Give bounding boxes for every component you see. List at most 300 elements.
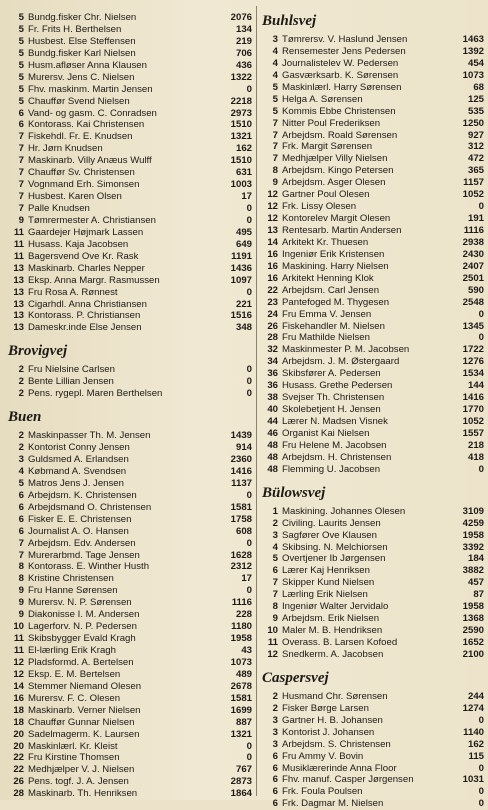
- resident-row: [262, 739, 484, 751]
- tax-amount: 3882: [462, 565, 484, 577]
- house-number: 13: [13, 286, 24, 298]
- resident-row: [8, 776, 252, 788]
- house-number: 6: [272, 774, 278, 786]
- tax-amount: 1274: [462, 702, 484, 714]
- resident-name: Stemmer Niemand Olesen: [28, 680, 142, 692]
- house-number: 7: [18, 549, 24, 561]
- street-section-caspersvej: [262, 669, 484, 810]
- resident-name: Vand- og gasm. C. Conradsen: [28, 107, 157, 119]
- resident-name: Arbejdsm. K. Christensen: [28, 489, 137, 501]
- resident-name: Tømrersv. V. Haslund Jensen: [282, 34, 408, 45]
- house-number: 4: [272, 57, 278, 69]
- resident-name: Sadelmagerm. K. Laursen: [28, 728, 140, 740]
- resident-name: Frk. Foula Poulsen: [282, 786, 363, 798]
- resident-name: Fhv. manuf. Casper Jørgensen: [282, 774, 414, 786]
- tax-amount: 1321: [230, 131, 252, 143]
- resident-name: Arbejdsm. Carl Jensen: [282, 284, 380, 296]
- tax-amount: 1276: [462, 356, 484, 368]
- resident-name: Fru Hanne Sørensen: [28, 585, 118, 597]
- house-number: 5: [18, 83, 24, 95]
- resident-row: [262, 356, 484, 368]
- house-number: 11: [267, 637, 278, 648]
- resident-name: Guldsmed A. Erlandsen: [28, 454, 129, 465]
- house-number: 5: [18, 477, 24, 489]
- tax-amount: 0: [478, 201, 484, 213]
- resident-name: Chauffør Gunnar Nielsen: [28, 716, 135, 728]
- resident-row: [8, 376, 252, 388]
- resident-name: Fisker Børge Larsen: [282, 702, 369, 714]
- resident-name: Lærer Kaj Henriksen: [282, 565, 370, 577]
- tax-amount: 418: [467, 451, 484, 463]
- house-number: 13: [13, 274, 24, 286]
- tax-amount: 1722: [462, 344, 484, 356]
- resident-row: [262, 332, 484, 344]
- resident-row: [8, 299, 252, 311]
- resident-name: Husmand Chr. Sørensen: [282, 690, 388, 702]
- tax-amount: 0: [478, 463, 484, 475]
- house-number: 2: [272, 702, 278, 714]
- resident-row: [8, 60, 252, 72]
- resident-row: [8, 466, 252, 478]
- house-number: 36: [267, 368, 278, 380]
- resident-name: Lærling Erik Nielsen: [282, 589, 368, 601]
- resident-row: [8, 155, 252, 167]
- house-number: 7: [272, 141, 278, 153]
- resident-name: Maskinlærl. Harry Sørensen: [282, 81, 402, 93]
- resident-row: [262, 165, 484, 177]
- resident-row: [262, 715, 484, 727]
- house-number: 13: [267, 225, 278, 236]
- resident-name: Skolebetjent H. Jensen: [282, 404, 381, 416]
- tax-amount: 1322: [230, 71, 252, 83]
- resident-name: Fru Emma V. Jensen: [282, 308, 372, 320]
- resident-row: [262, 798, 484, 810]
- tax-amount: 115: [468, 750, 484, 762]
- tax-amount: 1392: [462, 45, 484, 57]
- tax-amount: 1416: [230, 465, 252, 477]
- resident-row: [262, 189, 484, 201]
- tax-amount: 1052: [462, 189, 484, 201]
- resident-name: Arbejdsm. Erik Nielsen: [282, 613, 380, 625]
- house-number: 7: [18, 143, 24, 155]
- house-number: 18: [13, 704, 24, 716]
- tax-amount: 1463: [462, 34, 484, 45]
- street-section-buhlsvej: [262, 12, 484, 476]
- resident-row: [262, 309, 484, 321]
- resident-row: [262, 177, 484, 189]
- resident-row: [262, 141, 484, 153]
- resident-row: [262, 577, 484, 589]
- resident-row: [262, 94, 484, 106]
- house-number: 12: [267, 201, 278, 213]
- house-number: 6: [18, 501, 24, 513]
- resident-row: [262, 273, 484, 285]
- tax-amount: 1510: [230, 155, 252, 167]
- house-number: 46: [267, 427, 278, 439]
- resident-name: Helga A. Sørensen: [282, 93, 363, 105]
- house-number: 14: [267, 236, 278, 248]
- house-number: 2: [272, 517, 278, 529]
- tax-amount: 0: [246, 388, 252, 400]
- resident-row: [8, 478, 252, 490]
- resident-name: Lærer N. Madsen Visnek: [282, 416, 388, 427]
- resident-name: Fru Rosa A. Rønnest: [28, 286, 118, 298]
- resident-name: Rentesarb. Martin Andersen: [282, 225, 402, 236]
- house-number: 12: [13, 668, 24, 680]
- resident-row: [262, 786, 484, 798]
- tax-amount: 0: [246, 364, 252, 376]
- house-number: 13: [13, 298, 24, 310]
- tax-amount: 3109: [462, 505, 484, 517]
- resident-row: [262, 82, 484, 94]
- resident-name: Bundg.fisker Karl Nielsen: [28, 47, 136, 59]
- resident-name: Bagersvend Ove Kr. Rask: [28, 250, 139, 262]
- tax-amount: 162: [467, 738, 484, 750]
- resident-row: [8, 430, 252, 442]
- house-number: 5: [18, 12, 24, 23]
- resident-row: [8, 609, 252, 621]
- tax-amount: 1510: [230, 119, 252, 131]
- resident-name: Fhv. maskinm. Martin Jensen: [28, 83, 153, 95]
- resident-name: Maskinmester P. M. Jacobsen: [282, 344, 410, 356]
- tax-amount: 162: [235, 143, 252, 155]
- house-number: 32: [267, 344, 278, 356]
- tax-amount: 2218: [230, 95, 252, 107]
- resident-row: [262, 297, 484, 309]
- resident-name: Maskining. Johannes Olesen: [282, 505, 406, 517]
- tax-amount: 495: [235, 226, 252, 238]
- house-number: 7: [272, 577, 278, 589]
- house-number: 2: [18, 388, 24, 400]
- resident-row: [8, 322, 252, 334]
- tax-amount: 1052: [462, 416, 484, 427]
- tax-amount: 1699: [230, 704, 252, 716]
- house-number: 36: [267, 380, 278, 392]
- resident-name: Eksp. E. M. Bertelsen: [28, 668, 121, 680]
- resident-name: Bente Lillian Jensen: [28, 376, 114, 388]
- resident-row: [262, 763, 484, 775]
- tax-amount: 348: [235, 322, 252, 334]
- resident-name: Eksp. Anna Margr. Rasmussen: [28, 274, 160, 286]
- house-number: 6: [18, 525, 24, 537]
- tax-amount: 17: [241, 573, 252, 585]
- resident-name: Vognmand Erh. Simonsen: [28, 179, 140, 191]
- resident-name: Organist Kai Nielsen: [282, 427, 370, 439]
- tax-amount: 1140: [463, 726, 484, 738]
- resident-row: [262, 321, 484, 333]
- tax-amount: 2973: [230, 107, 252, 119]
- tax-amount: 1958: [230, 633, 252, 645]
- resident-name: Arkitekt Kr. Thuesen: [282, 236, 369, 248]
- house-number: 12: [267, 189, 278, 201]
- resident-row: [262, 118, 484, 130]
- tax-amount: 1864: [230, 788, 252, 800]
- resident-row: [8, 48, 252, 60]
- street-section-continued: [8, 12, 252, 334]
- resident-row: [262, 249, 484, 261]
- resident-row: [262, 380, 484, 392]
- resident-row: [262, 70, 484, 82]
- resident-name: Medhjælper V. J. Nielsen: [28, 764, 135, 776]
- resident-name: Kontorist Conny Jensen: [28, 442, 130, 454]
- house-number: 3: [272, 34, 278, 45]
- house-number: 3: [272, 726, 278, 738]
- resident-name: Tømrermester A. Christiansen: [28, 214, 156, 226]
- resident-row: [8, 364, 252, 376]
- column-divider: [256, 6, 257, 796]
- resident-row: [262, 46, 484, 58]
- house-number: 6: [18, 513, 24, 525]
- resident-row: [262, 637, 484, 649]
- resident-row: [262, 774, 484, 786]
- house-number: 6: [18, 489, 24, 501]
- house-number: 3: [272, 714, 278, 726]
- resident-row: [262, 201, 484, 213]
- resident-row: [262, 106, 484, 118]
- resident-row: [262, 392, 484, 404]
- resident-name: Snedkerm. A. Jacobsen: [282, 648, 384, 660]
- resident-row: [262, 153, 484, 165]
- tax-amount: 1031: [462, 774, 484, 786]
- resident-name: Arbejdsm. Roald Sørensen: [282, 129, 398, 141]
- resident-name: Pens. togf. J. A. Jensen: [28, 776, 129, 788]
- resident-name: Gaardejer Højmark Lassen: [28, 226, 144, 238]
- resident-name: Købmand A. Svendsen: [28, 465, 127, 477]
- tax-amount: 535: [467, 105, 484, 117]
- resident-row: [262, 404, 484, 416]
- street-section-buen: [8, 408, 252, 800]
- resident-name: Frk. Dagmar M. Nielsen: [282, 798, 384, 810]
- resident-row: [262, 130, 484, 142]
- tax-amount: 0: [246, 740, 252, 752]
- resident-row: [8, 573, 252, 585]
- resident-row: [8, 526, 252, 538]
- house-number: 6: [272, 565, 278, 577]
- resident-name: Arbejdsmand O. Christensen: [28, 501, 152, 513]
- house-number: 2: [18, 364, 24, 376]
- resident-name: Nitter Poul Frederiksen: [282, 117, 381, 129]
- house-number: 6: [272, 798, 278, 810]
- resident-row: [262, 553, 484, 565]
- tax-amount: 0: [246, 203, 252, 214]
- resident-row: [262, 601, 484, 613]
- house-number: 48: [267, 439, 278, 451]
- resident-name: Flemming U. Jacobsen: [282, 463, 381, 475]
- resident-name: Matros Jens J. Jensen: [28, 477, 124, 489]
- tax-amount: 436: [235, 59, 252, 71]
- tax-amount: 312: [467, 141, 484, 153]
- tax-amount: 17: [241, 191, 252, 203]
- resident-name: Skibsbygger Evald Kragh: [28, 633, 136, 645]
- house-number: 16: [267, 248, 278, 260]
- house-number: 7: [18, 191, 24, 203]
- house-number: 7: [18, 203, 24, 214]
- street-heading: Buen: [8, 409, 42, 426]
- resident-name: Murersv. N. P. Sørensen: [28, 597, 132, 609]
- resident-name: Murersv. F. C. Olesen: [28, 692, 121, 704]
- house-number: 5: [272, 81, 278, 93]
- house-number: 3: [272, 529, 278, 541]
- house-number: 5: [18, 23, 24, 35]
- tax-amount: 887: [235, 716, 252, 728]
- resident-row: [262, 225, 484, 237]
- house-number: 14: [13, 680, 24, 692]
- tax-amount: 1581: [230, 692, 252, 704]
- house-number: 2: [18, 442, 24, 454]
- tax-amount: 365: [467, 165, 484, 177]
- house-number: 5: [18, 71, 24, 83]
- resident-name: Arkitekt Henning Klok: [282, 272, 374, 284]
- resident-row: [8, 72, 252, 84]
- house-number: 24: [267, 308, 278, 320]
- resident-name: Lagerforv. N. P. Pedersen: [28, 621, 137, 633]
- resident-row: [8, 681, 252, 693]
- resident-name: Frk. Margit Sørensen: [282, 141, 373, 153]
- resident-name: Gartner Poul Olesen: [282, 189, 370, 201]
- tax-amount: 1436: [230, 262, 252, 274]
- house-number: 2: [18, 430, 24, 442]
- resident-row: [8, 239, 252, 251]
- resident-row: [8, 633, 252, 645]
- house-number: 48: [267, 463, 278, 475]
- resident-name: Rensemester Jens Pedersen: [282, 45, 406, 57]
- tax-amount: 0: [246, 83, 252, 95]
- house-number: 5: [18, 35, 24, 47]
- tax-amount: 0: [478, 786, 484, 798]
- resident-name: Skipper Kund Nielsen: [282, 577, 375, 589]
- tax-amount: 649: [235, 238, 252, 250]
- resident-row: [262, 452, 484, 464]
- resident-name: Civiling. Laurits Jensen: [282, 517, 381, 529]
- house-number: 5: [18, 47, 24, 59]
- house-number: 5: [18, 59, 24, 71]
- resident-row: [262, 237, 484, 249]
- tax-amount: 1439: [230, 430, 252, 442]
- resident-name: Maskinarb. Charles Nepper: [28, 262, 145, 274]
- resident-row: [8, 454, 252, 466]
- resident-row: [262, 428, 484, 440]
- resident-row: [262, 613, 484, 625]
- house-number: 11: [13, 250, 24, 262]
- resident-name: Chauffør Sv. Christensen: [28, 167, 135, 179]
- tax-amount: 2076: [230, 12, 252, 23]
- resident-name: Kommis Ebbe Christensen: [282, 105, 396, 117]
- house-number: 12: [267, 213, 278, 225]
- house-number: 12: [13, 656, 24, 668]
- tax-amount: 1073: [462, 69, 484, 81]
- resident-row: [8, 191, 252, 203]
- tax-amount: 914: [235, 442, 252, 454]
- tax-amount: 219: [235, 35, 252, 47]
- tax-amount: 1250: [462, 117, 484, 129]
- tax-amount: 0: [246, 286, 252, 298]
- house-number: 6: [272, 750, 278, 762]
- resident-name: Fru Kirstine Thomsen: [28, 752, 120, 764]
- house-number: 7: [272, 153, 278, 165]
- resident-name: Kontorass. P. Christiansen: [28, 310, 141, 322]
- resident-name: Maskinarb. Th. Henriksen: [28, 788, 138, 800]
- resident-row: [262, 58, 484, 70]
- resident-name: Husbest. Else Steffensen: [28, 35, 136, 47]
- tax-amount: 0: [478, 714, 484, 726]
- tax-amount: 0: [246, 489, 252, 501]
- resident-name: Arbejdsm. H. Christensen: [282, 451, 392, 463]
- tax-amount: 1770: [462, 404, 484, 416]
- house-number: 38: [267, 392, 278, 404]
- resident-row: [8, 442, 252, 454]
- house-number: 3: [18, 454, 24, 465]
- house-number: 7: [18, 131, 24, 143]
- tax-amount: 2360: [230, 454, 252, 465]
- resident-row: [8, 108, 252, 120]
- house-number: 34: [267, 356, 278, 368]
- house-number: 5: [272, 105, 278, 117]
- tax-amount: 2873: [230, 776, 252, 788]
- house-number: 20: [13, 740, 24, 752]
- resident-name: Kristine Christensen: [28, 573, 114, 585]
- right-column: [262, 12, 484, 810]
- house-number: 4: [272, 45, 278, 57]
- tax-amount: 2312: [230, 561, 252, 573]
- tax-amount: 1958: [462, 601, 484, 613]
- resident-name: Cigarhdl. Anna Christiansen: [28, 298, 147, 310]
- house-number: 13: [13, 322, 24, 334]
- tax-amount: 1157: [463, 177, 484, 189]
- resident-name: Murerarbmd. Tage Jensen: [28, 549, 140, 561]
- resident-row: [8, 490, 252, 502]
- tax-amount: 87: [473, 589, 484, 601]
- tax-amount: 457: [467, 577, 484, 589]
- street-heading: Bülowsvej: [262, 484, 326, 501]
- house-number: 8: [18, 561, 24, 573]
- resident-row: [262, 625, 484, 637]
- house-number: 4: [18, 465, 24, 477]
- tax-amount: 608: [235, 525, 252, 537]
- resident-name: Kontorass. E. Winther Husth: [28, 561, 150, 573]
- resident-row: [262, 565, 484, 577]
- resident-row: [262, 751, 484, 763]
- resident-row: [262, 506, 484, 518]
- resident-name: El-lærling Erik Kragh: [28, 645, 116, 656]
- resident-name: Chauffør Svend Nielsen: [28, 95, 130, 107]
- house-number: 7: [18, 537, 24, 549]
- tax-amount: 1958: [462, 529, 484, 541]
- resident-row: [8, 179, 252, 191]
- resident-name: Palle Knudsen: [28, 203, 90, 214]
- tax-amount: 706: [235, 47, 252, 59]
- resident-row: [8, 215, 252, 227]
- house-number: 5: [272, 93, 278, 105]
- house-number: 4: [272, 541, 278, 553]
- house-number: 6: [18, 107, 24, 119]
- resident-name: Svejser Th. Christensen: [282, 392, 385, 404]
- house-number: 20: [13, 728, 24, 740]
- tax-amount: 221: [235, 298, 252, 310]
- tax-amount: 1116: [231, 597, 252, 609]
- tax-amount: 489: [235, 668, 252, 680]
- resident-name: Pantefoged M. Thygesen: [282, 296, 390, 308]
- resident-name: Ingeniør Walter Jervidalo: [282, 601, 389, 613]
- tax-amount: 590: [467, 284, 484, 296]
- resident-name: Fru Nielsine Carlsen: [28, 364, 115, 376]
- resident-row: [8, 741, 252, 753]
- house-number: 44: [267, 416, 278, 427]
- resident-row: [262, 530, 484, 542]
- resident-name: Arbejdsm. Kingo Petersen: [282, 165, 394, 177]
- house-number: 8: [272, 601, 278, 613]
- house-number: 22: [13, 752, 24, 764]
- house-number: 12: [267, 648, 278, 660]
